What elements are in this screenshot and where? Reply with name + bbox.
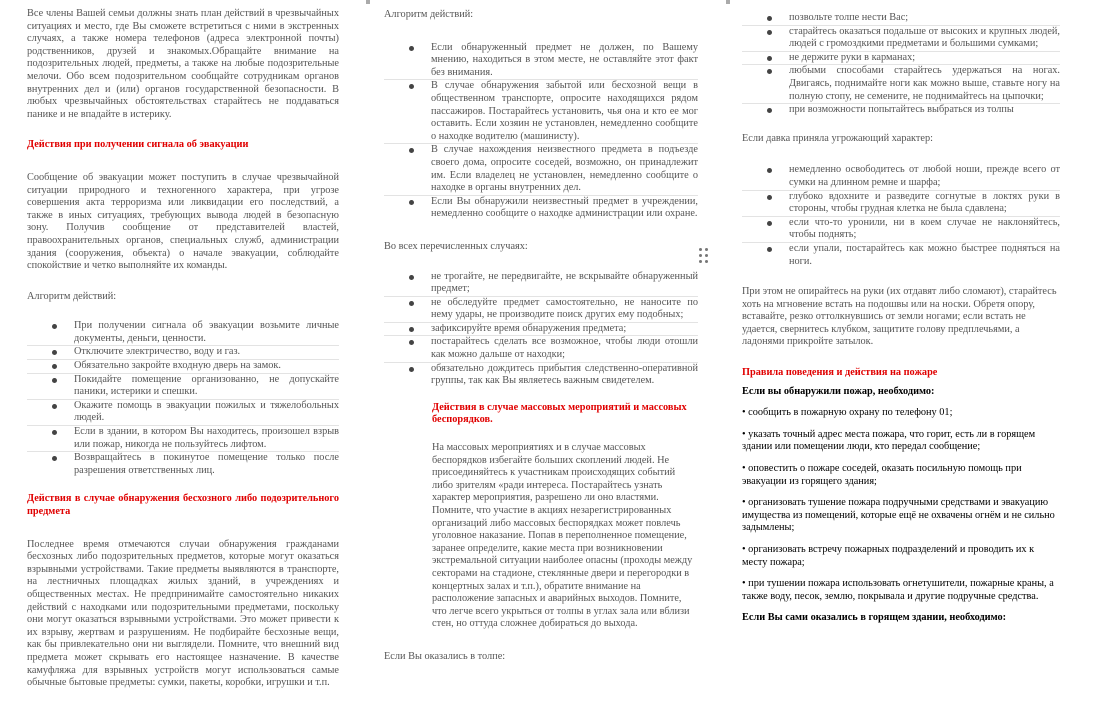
fire-item: • оповестить о пожаре соседей, оказать посильную помощь при эвакуации из горящего здания; (742, 463, 1022, 487)
list-item: Если Вы обнаружили неизвестный предмет в учреждении, немедленно сообщите о находке администрации или охране. (384, 196, 698, 221)
evacuation-paragraph: Сообщение об эвакуации может поступить в случае чрезвычайной ситуации природного и техногенного характера, при угрозе совершения акта терроризма или ликвидации его последствий, а также в иных ситуациях, требующих вывода людей в безопасную зону. Получив сообщение от представителей властей, правоохранительных органов, специальных служб, администрации здания (сооружения, объекта) о начале эвакуации, соблюдайте спокойствие и четко выполняйте их команды. (27, 171, 339, 272)
list-item: при возможности попытайтесь выбраться из толпы (742, 104, 1060, 117)
fire-item: • сообщить в пожарную охрану по телефону 01; (742, 407, 953, 419)
suspicious-object-paragraph: Последнее время отмечаются случаи обнаружения гражданами бесхозных либо подозрительных предметов, которые могут оказаться взрывными устройствами. Такие предметы выявляются в транспорте, на лестничных площадках жилых зданий, в учреждениях и общественных местах. Не предпринимайте самостоятельно никаких действий с находками или подозрительными предметами, поскольку они могут оказаться взрывными устройствами. Это может привести к их взрыву, жертвам и разрушениям. Не подбирайте бесхозные вещи, как бы привлекательно они ни выглядели. Помните, что внешний вид предмета может скрывать его настоящее назначение. В качестве камуфляжа для взрывных устройств могут использоваться самые обычные бытовые предметы: сумки, пакеты, коробки, игрушки и т.п. (27, 538, 339, 689)
list-item: если упали, постарайтесь как можно быстрее подняться на ноги. (742, 243, 1060, 268)
fire-item: • организовать встречу пожарных подразделений и проводить их к месту пожара; (742, 544, 1035, 568)
list-item: обязательно дождитесь прибытия следственно-оперативной группы, так как Вы являетесь важным свидетелем. (384, 363, 698, 388)
fire-found-label: Если вы обнаружили пожар, необходимо: (742, 385, 935, 397)
list-item: В случае обнаружения забытой или бесхозной вещи в общественном транспорте, опросите находящихся рядом пассажиров. Постарайтесь установить, чья она и кто ее мог оставить. Если хозяин не установлен, немедленно сообщите о находке водителю (машинисту). (384, 80, 698, 144)
list-item: Отключите электричество, воду и газ. (27, 346, 339, 360)
list-item: Если обнаруженный предмет не должен, по Вашему мнению, находиться в этом месте, не оставляйте этот факт без внимания. (384, 42, 698, 81)
mass-events-paragraph: На массовых мероприятиях и в случае массовых беспорядков избегайте больших скоплений людей. Не присоединяйтесь к участникам происходящих событий либо зрителям «ради интереса. Постарайтесь узнать характер мероприятия, разрешено ли оно властями. Помните, что участие в акциях незарегистрированных организаций либо массовых беспорядках может повлечь уголовное наказание. Попав в переполненное помещение, заранее определите, какие места при возникновении экстремальной ситуации наиболее опасны (проходы между секторами на стадионе, стеклянные двери и перегородки в концертных залах и т.п.), обратите внимание на расположение запасных и аварийных выходов. Помните, что легче всего укрыться от толпы в углах зала или вблизи стен, но оттуда сложнее добираться до выхода. (432, 442, 693, 630)
list-item: Окажите помощь в эвакуации пожилых и тяжелобольных людей. (27, 400, 339, 426)
drag-handle-icon[interactable] (699, 248, 710, 266)
list-item: Если в здании, в котором Вы находитесь, произошел взрыв или пожар, никогда не пользуйтесь лифтом. (27, 426, 339, 452)
list-item: позвольте толпе нести Вас; (742, 12, 1060, 26)
list-item: зафиксируйте время обнаружения предмета; (384, 323, 698, 337)
algorithm-list (384, 42, 698, 221)
list-item: не трогайте, не передвигайте, не вскрывайте обнаруженный предмет; (384, 271, 698, 297)
column-1 (27, 0, 339, 690)
list-item: любыми способами старайтесь удержаться на ногах. Двигаясь, поднимайте ноги как можно выше, ставьте ногу на полную стопу, не семените, не поднимайтесь на цыпочки; (742, 65, 1060, 104)
list-item: глубоко вдохните и разведите согнутые в локтях руки в стороны, чтобы грудная клетка не была сдавлена; (742, 191, 1060, 217)
fire-item: • организовать тушение пожара подручными средствами и эвакуацию имущества из помещений, которые ещё не охвачены огнём и не сильно задымлены; (742, 497, 1055, 534)
list-item: Возвращайтесь в покинутое помещение только после разрешения ответственных лиц. (27, 452, 339, 477)
column-2 (384, 0, 698, 664)
evacuation-list (27, 320, 339, 477)
list-item: В случае нахождения неизвестного предмета в подъезде своего дома, опросите соседей, возможно, он принадлежит им. Если владелец не установлен, немедленно сообщите о находке в органы внутренних дел. (384, 144, 698, 195)
fire-inside-label: Если Вы сами оказались в горящем здании, необходимо: (742, 612, 1007, 624)
list-item: постарайтесь сделать все возможное, чтобы люди отошли как можно дальше от находки; (384, 336, 698, 362)
crowd-label: Если Вы оказались в толпе: (384, 650, 506, 662)
algorithm-label: Алгоритм действий: (27, 290, 117, 302)
fire-item: • при тушении пожара использовать огнетушители, пожарные краны, а также воду, песок, землю, покрывала и другие подручные средства. (742, 578, 1054, 602)
fall-paragraph: При этом не опирайтесь на руки (их отдавят либо сломают), старайтесь хоть на мгновение встать на подошвы или на носки. Обретя опору, вставайте, резко оттолкнувшись от земли ногами; если встать не удается, свернитесь клубком, защитите голову предплечьями, а ладонями прикройте затылок. (742, 286, 1057, 348)
page-corner-mark (366, 0, 370, 4)
list-item: При получении сигнала об эвакуации возьмите личные документы, деньги, ценности. (27, 320, 339, 346)
mass-events-heading: Действия в случае массовых мероприятий и массовых беспорядков. (432, 401, 687, 426)
fire-item: • указать точный адрес места пожара, что горит, есть ли в горящем здании или помещении люди, кто передал сообщение; (742, 428, 1036, 453)
evacuation-heading: Действия при получении сигнала об эвакуации (27, 139, 249, 151)
all-cases-list (384, 271, 698, 388)
pressure-label: Если давка приняла угрожающий характер: (742, 132, 934, 144)
list-item: если что-то уронили, ни в коем случае не наклоняйтесь, чтобы поднять; (742, 217, 1060, 243)
intro-paragraph: Все члены Вашей семьи должны знать план действий в чрезвычайных ситуациях и место, где Вы сможете встретиться с ними в экстренных случаях, а также номера телефонов (адреса электронной почты) родственников, друзей и знакомых.Обращайте внимание на подозрительных людей, предметы, а также на любые подозрительные мелочи. Обо всем подозрительном сообщайте сотрудникам органов внутренних дел и (или) органов государственной безопасности. В любых чрезвычайных обстоятельствах старайтесь не поддаваться панике и не впадайте в истерику. (27, 8, 339, 120)
column-3 (742, 0, 1060, 625)
list-item: Обязательно закройте входную дверь на замок. (27, 360, 339, 374)
list-item: не держите руки в карманах; (742, 52, 1060, 66)
list-item: немедленно освободитесь от любой ноши, прежде всего от сумки на длинном ремне и шарфа; (742, 164, 1060, 190)
crowd-list (742, 12, 1060, 117)
list-item: Покидайте помещение организованно, не допускайте паники, истерики и спешки. (27, 374, 339, 400)
list-item: не обследуйте предмет самостоятельно, не наносите по нему удары, не производите поиск других ему подобных; (384, 297, 698, 323)
pressure-list (742, 164, 1060, 268)
page-corner-mark (726, 0, 730, 4)
algorithm-label: Алгоритм действий: (384, 9, 474, 20)
fire-heading: Правила поведения и действия на пожаре (742, 367, 938, 379)
list-item: старайтесь оказаться подальше от высоких и крупных людей, людей с громоздкими предметами и большими сумками; (742, 26, 1060, 52)
suspicious-object-heading: Действия в случае обнаружения бесхозного либо подозрительного предмета (27, 493, 339, 517)
all-cases-label: Во всех перечисленных случаях: (384, 240, 528, 252)
